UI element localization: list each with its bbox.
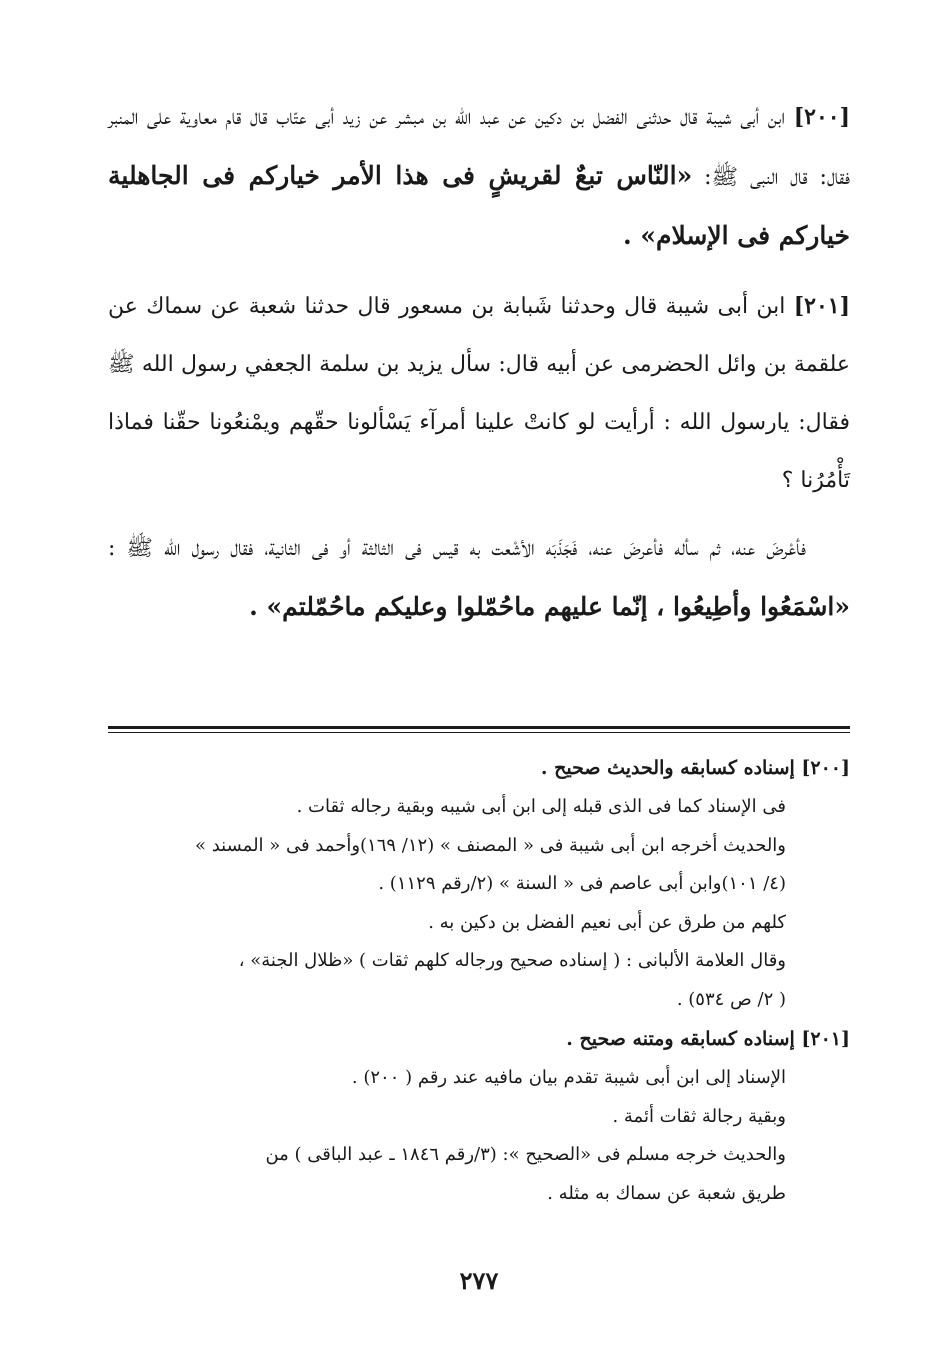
footnote-200-line: ( ٢/ ص ٥٣٤) . [676,988,786,1010]
footnote-200-line: وقال العلامة الألبانى : ( إسناده صحيح ورجاله كلهم ثقات ) «ظلال الجنة» ، [238,950,786,971]
footnote-200-heading: [٢٠٠] إسناده كسابقه والحديث صحيح . [540,757,850,779]
hadith-201-narrative: فأعْرضَ عنه، ثم سأله فأعرضَ عنه، فَجَذَبَه الأشْعت به قيس فى الثالثة أو فى الثانية، فقال رسول الله ﷺ : [108,536,806,561]
footnote-separator [108,726,850,733]
hadith-number-201: [٢٠١] [793,293,850,319]
separator-thin-line [108,732,850,733]
footnote-201-line: وبقية رجالة ثقات أئمة . [612,1105,786,1127]
document-page [108,88,850,1358]
footnote-201-line: والحديث خرجه مسلم فى «الصحيح »: (٣/رقم ١٨٤٦ ـ عبد الباقى ) من [265,1144,786,1165]
hadith-201-chain: ابن أبى شيبة قال وحدثنا شَبابة بن مسعور قال حدثنا شعبة عن سماك عن علقمة بن وائل الحضرمى عن أبيه قال: سأل يزيد بن سلمة الجعفي رسول الله ﷺ فقال: يارسول الله : أرأيت لو كانتْ علينا أمرآء يَسْألونا حقّهم ويمْنعُونا حقّنا فماذا تَأْمُرُنا ؟ [108,294,850,493]
footnote-200-line: والحديث أخرجه ابن أبى شيبة فى « المصنف » (١٢/ ١٦٩)وأحمد فى « المسند » [194,834,786,856]
hadith-200-chain: ابن أبى شيبة قال حدثنى الفضل بن دكين عن عبد الله بن مبشر عن زيد أبى عتّاب قال قام معاوية على المنبر فقال: قال النبى ﷺ: [108,105,850,190]
footnote-200-line: فى الإسناد كما فى الذى قبله إلى ابن أبى شيبه وبقية رجاله ثقات . [296,796,786,817]
hadith-201-continuation [108,520,850,638]
hadith-200-quote: «النّاس تبعٌ لقريشٍ فى هذا الأمر خياركم فى الجاهلية خياركم فى الإسلام» . [108,161,850,250]
hadith-201 [108,277,850,510]
hadith-200 [108,88,850,267]
hadith-number-200: [٢٠٠] [793,104,850,130]
page-number: ٢٧٧ [459,1266,499,1295]
separator-thick-line [108,726,850,729]
footnote-201-line: الإسناد إلى ابن أبى شيبة تقدم بيان مافيه عند رقم ( ٢٠٠) . [351,1067,786,1088]
footnote-201-line: طريق شعبة عن سماك به مثله . [547,1182,786,1204]
footnote-201-heading: [٢٠١] إسناده كسابقه ومتنه صحيح . [566,1028,850,1050]
footnotes [108,748,850,1213]
footnote-200-line: (٤/ ١٠١)وابن أبى عاصم فى « السنة » (٢/رقم ١١٢٩) . [378,873,786,894]
hadith-201-quote: «اسْمَعُوا وأطِيعُوا ، إنّما عليهم ماحُمّلوا وعليكم ماحُمّلتم» . [249,592,850,621]
footnote-200-line: كلهم من طرق عن أبى نعيم الفضل بن دكين به . [428,911,786,933]
